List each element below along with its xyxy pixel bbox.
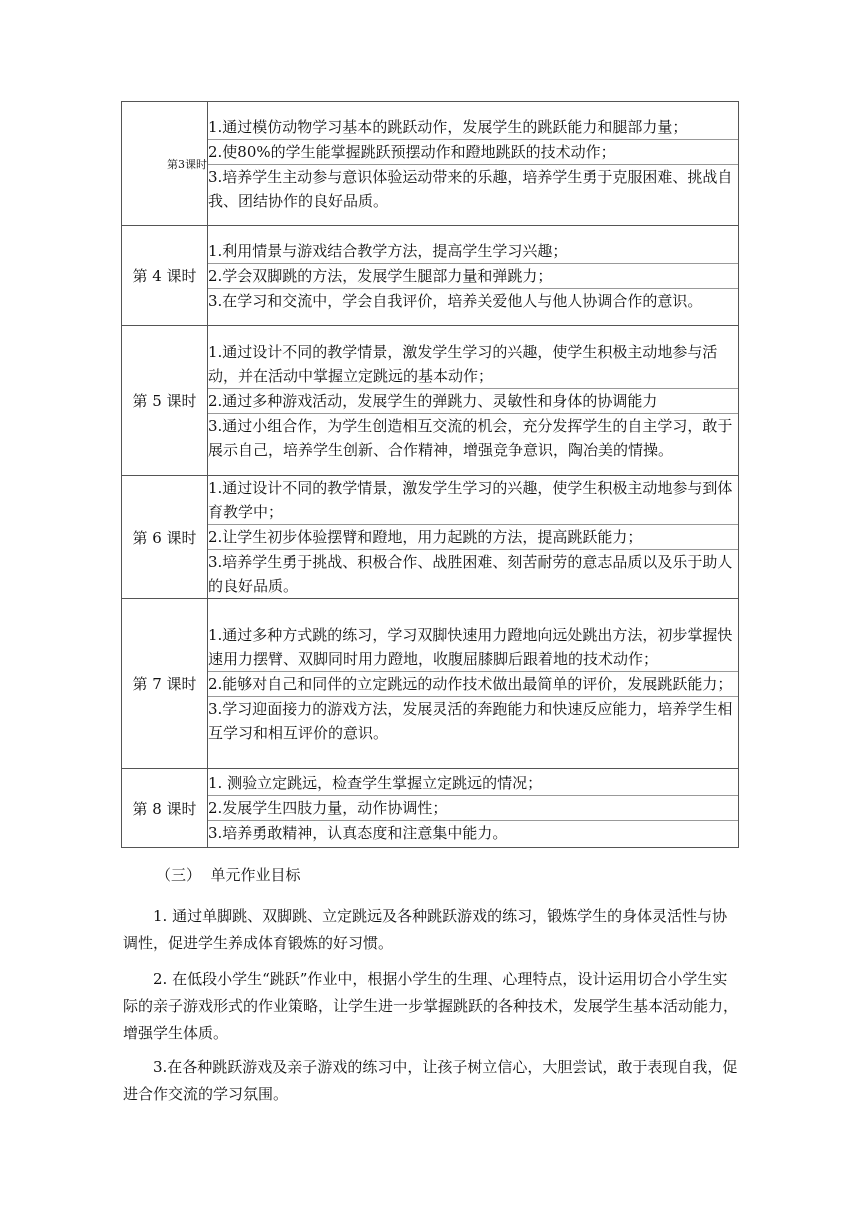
objective-item: 1.通过模仿动物学习基本的跳跃动作，发展学生的跳跃能力和腿部力量； [208, 115, 738, 140]
lesson-objectives [208, 476, 739, 599]
paragraph: 2. 在低段小学生“跳跃”作业中，根据小学生的生理、心理特点，设计运用切合小学生实际的亲子游戏形式的作业策略，让学生进一步掌握跳跃的各种技术，发展学生基本活动能力，增强学生体质。 [123, 970, 739, 1042]
objective-item: 3.在学习和交流中，学会自我评价，培养关爱他人与他人协调合作的意识。 [208, 291, 703, 310]
objective-item: 3.培养勇敢精神，认真态度和注意集中能力。 [208, 824, 508, 842]
lesson-label: 第 5 课时 [122, 326, 208, 476]
lesson-label: 第 7 课时 [122, 599, 208, 769]
lesson-objectives [208, 102, 739, 226]
objective-item: 3.学习迎面接力的游戏方法，发展灵活的奔跑能力和快速反应能力，培养学生相互学习和相互评价的意识。 [208, 699, 733, 742]
objective-item: 2.发展学生四肢力量，动作协调性； [208, 796, 738, 821]
lesson-objectives [208, 769, 739, 848]
table-row [122, 326, 739, 476]
lesson-objectives-table [121, 101, 739, 848]
lesson-label: 第 4 课时 [122, 226, 208, 326]
objective-item: 1. 测验立定跳远，检查学生掌握立定跳远的情况； [208, 771, 738, 796]
objective-item: 1.通过多种方式跳的练习，学习双脚快速用力蹬地向远处跳出方法，初步掌握快速用力摆臂、双脚同时用力蹬地，收腹屈膝脚后跟着地的技术动作； [208, 623, 738, 672]
objective-item: 2.使80%的学生能掌握跳跃预摆动作和蹬地跳跃的技术动作； [208, 140, 738, 165]
table-row [122, 769, 739, 848]
objective-item: 1.利用情景与游戏结合教学方法，提高学生学习兴趣； [208, 239, 738, 264]
paragraph: 3.在各种跳跃游戏及亲子游戏的练习中，让孩子树立信心，大胆尝试，敢于表现自我，促进合作交流的学习氛围。 [123, 1058, 738, 1103]
objective-item: 1.通过设计不同的教学情景，激发学生学习的兴趣，使学生积极主动地参与到体育教学中； [208, 476, 738, 525]
lesson-objectives [208, 599, 739, 769]
lesson-objectives [208, 226, 739, 326]
objective-item: 3.培养学生主动参与意识体验运动带来的乐趣，培养学生勇于克服困难、挑战自我、团结协作的良好品质。 [208, 167, 733, 210]
lesson-objectives [208, 326, 739, 476]
table-row [122, 599, 739, 769]
objective-item: 3.通过小组合作，为学生创造相互交流的机会，充分发挥学生的自主学习，敢于展示自己，培养学生创新、合作精神，增强竞争意识，陶冶美的情操。 [208, 416, 733, 459]
lesson-label: 第 8 课时 [122, 769, 208, 848]
objective-item: 1.通过设计不同的教学情景，激发学生学习的兴趣，使学生积极主动地参与活动，并在活动中掌握立定跳远的基本动作； [208, 340, 738, 389]
objective-item: 2.能够对自己和同伴的立定跳远的动作技术做出最简单的评价，发展跳跃能力； [208, 672, 738, 697]
table-row [122, 102, 739, 226]
paragraph: 1. 通过单脚跳、双脚跳、立定跳远及各种跳跃游戏的练习，锻炼学生的身体灵活性与协调性，促进学生养成体育锻炼的好习惯。 [123, 907, 728, 952]
objective-item: 2.通过多种游戏活动，发展学生的弹跳力、灵敏性和身体的协调能力 [208, 389, 738, 414]
table-row [122, 476, 739, 599]
objective-item: 2.让学生初步体验摆臂和蹬地，用力起跳的方法，提高跳跃能力； [208, 525, 738, 550]
objective-item: 3.培养学生勇于挑战、积极合作、战胜困难、刻苦耐劳的意志品质以及乐于助人的良好品质。 [208, 553, 733, 595]
objective-item: 2.学会双脚跳的方法，发展学生腿部力量和弹跳力； [208, 264, 738, 289]
table-row [122, 226, 739, 326]
lesson-label: 第3课时 [122, 102, 208, 226]
lesson-label: 第 6 课时 [122, 476, 208, 599]
section-heading: （三） 单元作业目标 [156, 866, 301, 884]
